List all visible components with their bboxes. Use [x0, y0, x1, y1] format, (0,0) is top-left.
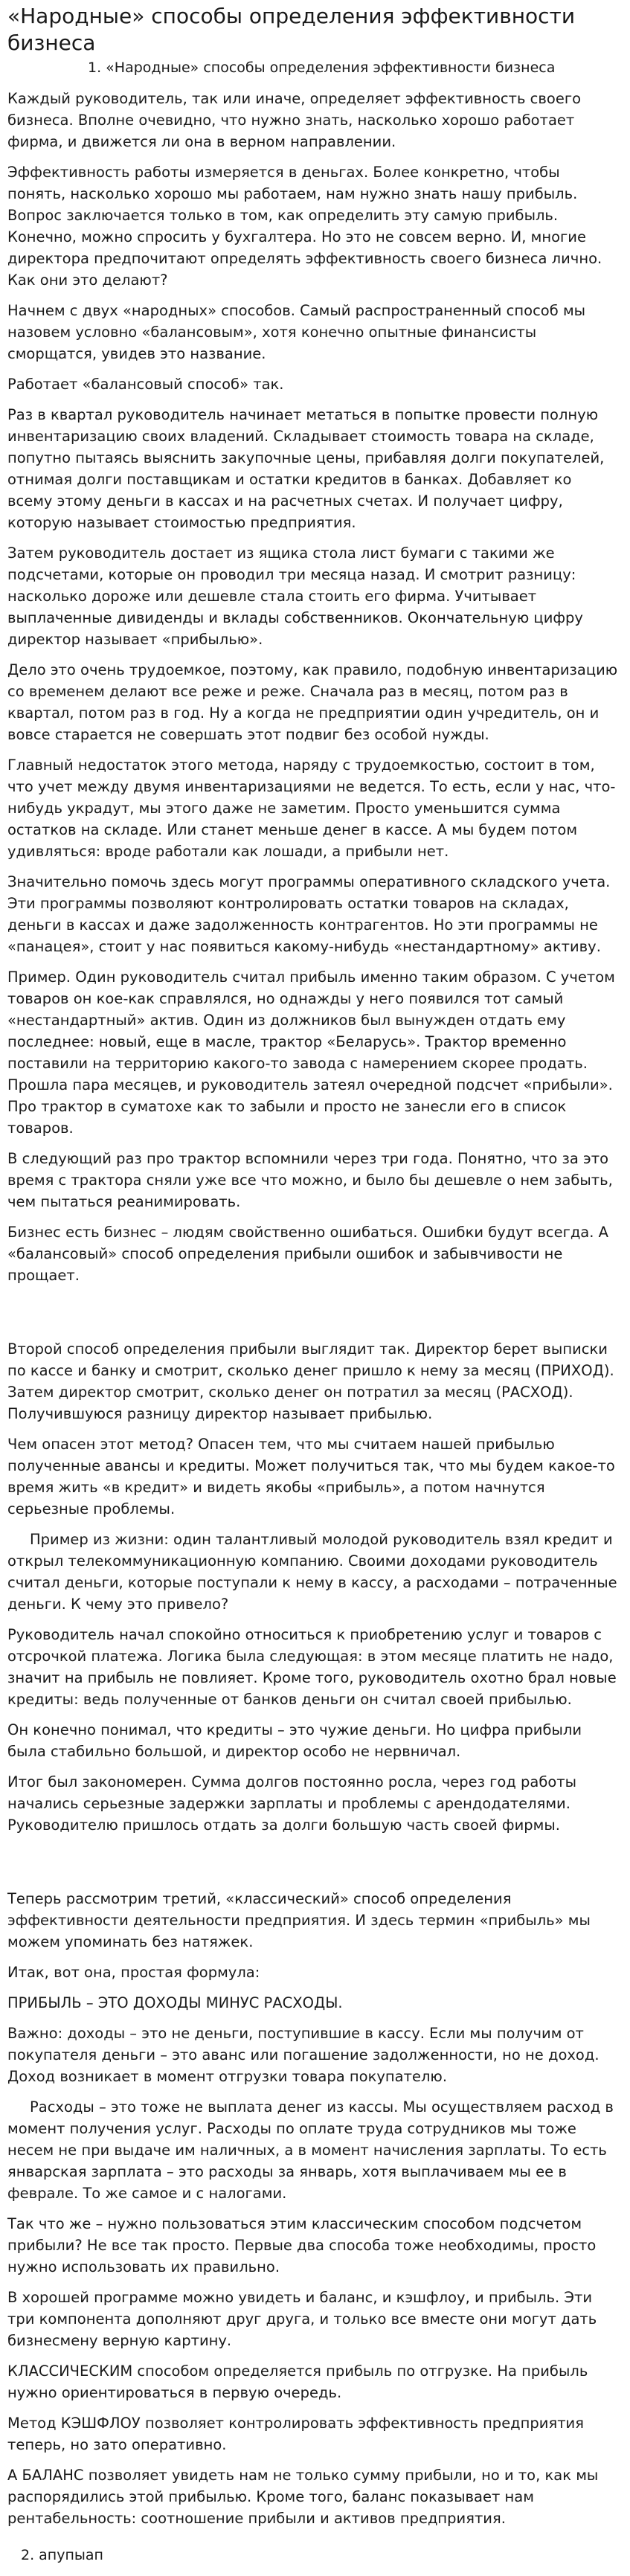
paragraph: КЛАССИЧЕСКИМ способом определяется прибыль по отгрузке. На прибыль нужно ориентироваться в первую очередь. — [7, 2363, 588, 2401]
paragraph: Пример из жизни: один талантливый молодой руководитель взял кредит и открыл телекоммуникационную компанию. Своими доходами руководитель считал деньги, которые поступали к нему в кассу, а расходами – потраченные деньги. К чему это привело? — [7, 1531, 617, 1613]
list-item: 2. апупыап — [21, 2547, 103, 2563]
paragraph: Затем руководитель достает из ящика стола лист бумаги с такими же подсчетами, которые он проводил три месяца назад. И смотрит разницу: насколько дороже или дешевле стала стоить его фирма. Учитывает выплаченные дивиденды и вклады собственников. Окончательную цифру директор называет «прибылью». — [7, 545, 583, 648]
paragraph: Бизнес есть бизнес – людям свойственно ошибаться. Ошибки будут всегда. А «балансовый» способ определения прибыли ошибок и забывчивости не прощает. — [7, 1224, 608, 1284]
formula: ПРИБЫЛЬ – ЭТО ДОХОДЫ МИНУС РАСХОДЫ. — [7, 1994, 343, 2011]
paragraph: Расходы – это тоже не выплата денег из кассы. Мы осуществляем расход в момент получения услуг. Расходы по оплате труда сотрудников мы тоже несем не при выдаче им наличных, а в момент начисления зарплаты. То есть январская зарплата – это расходы за январь, хотя выплачиваем мы ее в феврале. То же самое и с налогами. — [7, 2098, 614, 2202]
paragraph: Итог был закономерен. Сумма долгов постоянно росла, через год работы начались серьезные задержки зарплаты и проблемы с арендодателями. Руководителю пришлось отдать за долги большую часть своей фирмы. — [7, 1773, 577, 1834]
paragraph: Раз в квартал руководитель начинает метаться в попытке провести полную инвентаризацию своих владений. Складывает стоимость товара на складе, попутно пытаясь выяснить закупочные цены, прибавляя долги покупателей, отнимая долги поставщикам и остатки кредитов в банках. Добавляет ко всему этому деньги в кассах и на расчетных счетах. И получает цифру, которую называет стоимостью предприятия. — [7, 406, 605, 531]
paragraph: В хорошей программе можно увидеть и баланс, и кэшфлоу, и прибыль. Эти три компонента дополняют друг друга, и только все вместе они могут дать бизнесмену верную картину. — [7, 2289, 597, 2349]
paragraph: Каждый руководитель, так или иначе, определяет эффективность своего бизнеса. Вполне очевидно, что нужно знать, насколько хорошо работает фирма, и движется ли она в верном направлении. — [7, 90, 582, 150]
paragraph: Эффективность работы измеряется в деньгах. Более конкретно, чтобы понять, насколько хорошо мы работаем, нам нужно знать нашу прибыль. Вопрос заключается только в том, как определить эту самую прибыль. Конечно, можно спросить у бухгалтера. Но это не совсем верно. И, многие директора предпочитают определять эффективность своего бизнеса лично. Как они это делают? — [7, 164, 602, 289]
paragraph: Главный недостаток этого метода, наряду с трудоемкостью, состоит в том, что учет между двумя инвентаризациями не ведется. То есть, если у нас, что-нибудь украдут, мы этого даже не заметим. Просто уменьшится сумма остатков на складе. Или станет меньше денег в кассе. А мы будем потом удивляться: вроде работали как лошади, а прибыли нет. — [7, 757, 616, 860]
paragraph: Метод КЭШФЛОУ позволяет контролировать эффективность предприятия теперь, но зато оперативно. — [7, 2415, 584, 2453]
paragraph: В следующий раз про трактор вспомнили через три года. Понятно, что за это время с трактора сняли уже все что можно, и было бы дешевле о нем забыть, чем пытаться реанимировать. — [7, 1150, 613, 1210]
toc-item: 1. «Народные» способы определения эффективности бизнеса — [88, 60, 556, 76]
paragraph: Он конечно понимал, что кредиты – это чужие деньги. Но цифра прибыли была стабильно большой, и директор особо не нервничал. — [7, 1721, 582, 1760]
paragraph: Итак, вот она, простая формула: — [7, 1964, 260, 1981]
paragraph: Дело это очень трудоемкое, поэтому, как правило, подобную инвентаризацию со временем делают все реже и реже. Сначала раз в месяц, потом раз в квартал, потом раз в год. Ну а когда не предприятии один учредитель, он и вовсе старается не совершать этот подвиг без особой нужды. — [7, 661, 618, 743]
paragraph: Второй способ определения прибыли выглядит так. Директор берет выписки по кассе и банку и смотрит, сколько денег пришло к нему за месяц (ПРИХОД). Затем директор смотрит, сколько денег он потратил за месяц (РАСХОД). Получившуюся разницу директор называет прибылью. — [7, 1340, 614, 1422]
paragraph: Важно: доходы – это не деньги, поступившие в кассу. Если мы получим от покупателя деньги – это аванс или погашение задолженности, но не доход. Доход возникает в момент отгрузки товара покупателю. — [7, 2025, 600, 2085]
document-title: «Народные» способы определения эффективности бизнеса — [7, 4, 576, 55]
paragraph: Значительно помочь здесь могут программы оперативного складского учета. Эти программы позволяют контролировать остатки товаров на складах, деньги в кассах и даже задолженность контрагентов. Но эти программы не «панацея», стоит у нас появиться какому-нибудь «нестандартному» активу. — [7, 873, 611, 955]
paragraph: Пример. Один руководитель считал прибыль именно таким образом. С учетом товаров он кое-как справлялся, но однажды у него появился тот самый «нестандартный» актив. Один из должников был вынужден отдать ему последнее: новый, еще в масле, трактор «Беларусь». Трактор временно поставили на территорию какого-то завода с намерением скорее продать. Прошла пара месяцев, и руководитель затеял очередной подсчет «прибыли». Про трактор в суматохе как то забыли и просто не занесли его в список товаров. — [7, 969, 615, 1137]
paragraph: Так что же – нужно пользоваться этим классическим способом подсчетом прибыли? Не все так просто. Первые два способа тоже необходимы, просто нужно использовать их правильно. — [7, 2215, 597, 2275]
paragraph: Работает «балансовый способ» так. — [7, 376, 284, 393]
paragraph: Теперь рассмотрим третий, «классический» способ определения эффективности деятельности предприятия. И здесь термин «прибыль» мы можем упоминать без натяжек. — [7, 1890, 591, 1950]
paragraph: Начнем с двух «народных» способов. Самый распространенный способ мы назовем условно «балансовым», хотя конечно опытные финансисты сморщатся, увидев это название. — [7, 302, 586, 362]
paragraph: Чем опасен этот метод? Опасен тем, что мы считаем нашей прибылью полученные авансы и кредиты. Может получиться так, что мы будем какое-то время жить «в кредит» и видеть якобы «прибыль», а потом начнутся серьезные проблемы. — [7, 1436, 615, 1517]
paragraph: А БАЛАНС позволяет увидеть нам не только сумму прибыли, но и то, как мы распорядились этой прибылью. Кроме того, баланс показывает нам рентабельность: соотношение прибыли и активов предприятия. — [7, 2467, 599, 2527]
paragraph: Руководитель начал спокойно относиться к приобретению услуг и товаров с отсрочкой платежа. Логика была следующая: в этом месяце платить не надо, значит на прибыль не повлияет. Кроме того, руководитель охотно брал новые кредиты: ведь полученные от банков деньги он считал своей прибылью. — [7, 1626, 617, 1708]
